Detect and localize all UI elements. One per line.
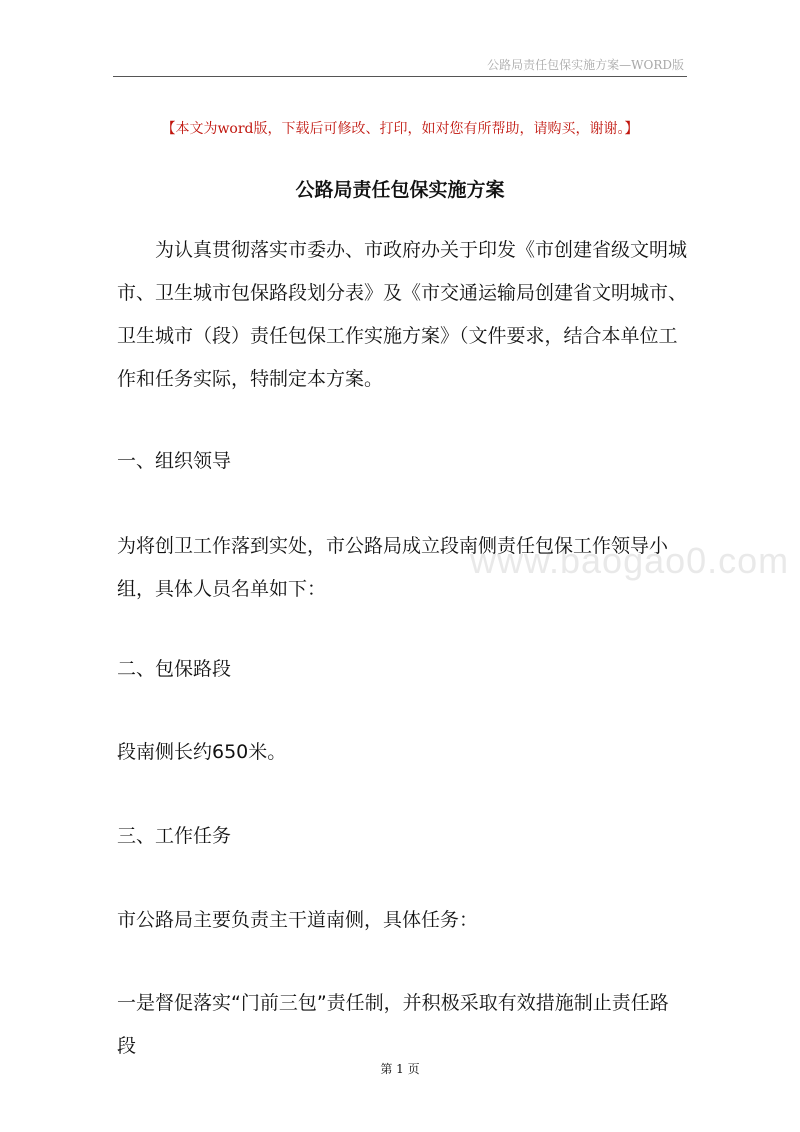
section-body-organization: 为将创卫工作落到实处，市公路局成立段南侧责任包保工作领导小组，具体人员名单如下： [117, 535, 669, 600]
section-heading-tasks: 三、工作任务 [117, 825, 232, 847]
section-body-road-segment: 段南侧长约650米。 [117, 741, 287, 763]
page-number: 第 1 页 [380, 1062, 420, 1076]
section-heading-road-segment: 二、包保路段 [117, 658, 232, 680]
watermark: www.baogao0.com [470, 540, 790, 581]
section-body-tasks: 市公路局主要负责主干道南侧，具体任务： [117, 909, 479, 931]
intro-paragraph: 为认真贯彻落实市委办、市政府办关于印发《市创建省级文明城市、卫生城市包保路段划分表》及《市交通运输局创建省文明城市、卫生城市（段）责任包保工作实施方案》（文件要求，结合本单位工作和任务实际，特制定本方案。 [117, 239, 688, 390]
document-title: 公路局责任包保实施方案 [295, 179, 505, 201]
running-header: 公路局责任包保实施方案—WORD版 [487, 58, 684, 72]
header-divider [113, 76, 687, 77]
purchase-notice: 【本文为word版，下载后可修改、打印，如对您有所帮助，请购买，谢谢。】 [161, 121, 639, 137]
task-item-1: 一是督促落实“门前三包”责任制，并积极采取有效措施制止责任路段 [117, 992, 669, 1057]
section-heading-organization: 一、组织领导 [117, 450, 232, 472]
